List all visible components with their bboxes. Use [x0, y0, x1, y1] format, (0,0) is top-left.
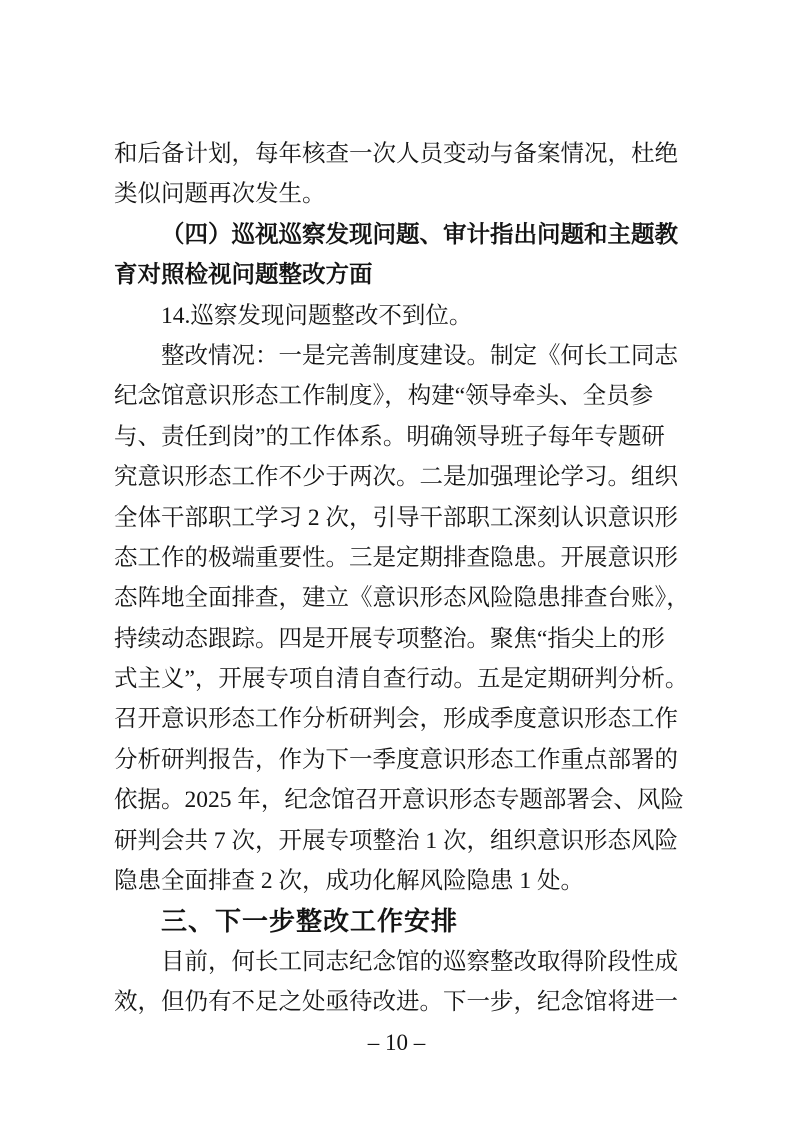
text-line: 效，但仍有不足之处亟待改进。下一步，纪念馆将进一: [114, 989, 678, 1016]
page-number: – 10 –: [367, 1030, 426, 1055]
text-line: 分析研判报告，作为下一季度意识形态工作重点部署的: [114, 746, 678, 773]
text-line: 和后备计划，每年核查一次人员变动与备案情况，杜绝: [114, 141, 678, 167]
section-heading: [114, 901, 680, 941]
text-line: 三、下一步整改工作安排: [161, 906, 459, 937]
text-line: 隐患全面排查 2 次，成功化解风险隐患 1 处。: [114, 868, 584, 895]
text-line: 14.巡察发现问题整改不到位。: [161, 302, 473, 329]
text-line: 整改情况：一是完善制度建设。制定《何长工同志: [161, 342, 678, 369]
text-line: 纪念馆意识形态工作制度》，构建“领导牵头、全员参: [114, 383, 654, 410]
text-line: 依据。2025 年，纪念馆召开意识形态专题部署会、风险: [114, 787, 684, 814]
text-line: 持续动态跟踪。四是开展专项整治。聚焦“指尖上的形: [114, 625, 665, 652]
paragraph: [114, 336, 690, 901]
text-line: 育对照检视问题整改方面: [114, 262, 373, 289]
text-line: 态工作的极端重要性。三是定期排查隐患。开展意识形: [114, 544, 678, 571]
text-line: 研判会共 7 次，开展专项整治 1 次，组织意识形态风险: [114, 827, 678, 854]
paragraph: [114, 942, 680, 1023]
section-heading: [114, 215, 680, 296]
text-line: 目前，何长工同志纪念馆的巡察整改取得阶段性成: [161, 948, 678, 975]
text-line: 与、责任到岗”的工作体系。明确领导班子每年专题研: [114, 423, 665, 450]
text-line: 态阵地全面排查，建立《意识形态风险隐患排查台账》，: [114, 585, 690, 612]
text-line: 召开意识形态工作分析研判会，形成季度意识形态工作: [114, 706, 678, 733]
paragraph: [114, 296, 680, 336]
paragraph: [114, 134, 680, 215]
text-line: 全体干部职工学习 2 次，引导干部职工深刻认识意识形: [114, 504, 678, 531]
text-line: 式主义”，开展专项自清自查行动。五是定期研判分析。: [114, 666, 689, 693]
text-block: [114, 134, 690, 1023]
text-line: （四）巡视巡察发现问题、审计指出问题和主题教: [161, 221, 678, 248]
text-line: 类似问题再次发生。: [114, 181, 326, 208]
text-line: 究意识形态工作不少于两次。二是加强理论学习。组织: [114, 464, 678, 491]
